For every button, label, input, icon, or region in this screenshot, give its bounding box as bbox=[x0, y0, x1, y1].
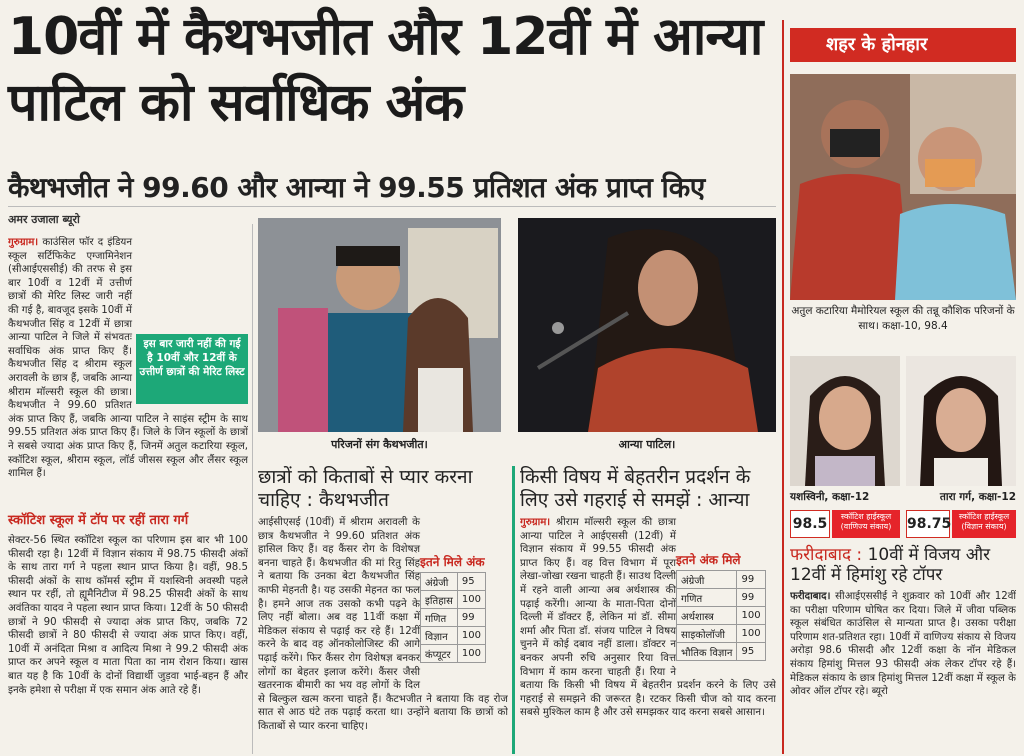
anya-text: श्रीराम मॉल्सरी स्कूल की छात्रा आन्या पाटिल ने आईएससी (12वीं) में विज्ञान संकाय में 99.55 फीसदी अंक प्राप्त किए हैं। वह वित्त विभाग में पूरा लेखा-जोखा रखना चाहती हैं। साउथ दिल्ली में रहने वाली आन्या अब अर्थशास्त्र की पढ़ाई करेंगी। आन्या के माता-पिता दोनों दिल्ली में डॉक्टर हैं, लेकिन मां डॉ. सीमा शर्मा और पिता डॉ. संजय पाटिल ने विषय चुनने में कोई दबाव नहीं डाला। डॉक्टर न बनकर अपनी रुचि अनुसार रिया वित्त विभाग में काम करना चाहती हैं। रिया ने बताया कि किसी भी विषय में बेहतरीन प्रदर्शन करने के लिए उसे गहराई से समझने की जरूरत है। रटकर किसी चीज को याद करना सबसे मुश्किल काम है और उसे समझकर याद करना सबसे आसान। bbox=[520, 517, 776, 719]
faridabad-head-text: 10वीं में विजय और 12वीं में हिमांशु रहे टॉपर bbox=[790, 545, 991, 585]
student2-name: तारा गर्ग, कक्षा-12 bbox=[939, 491, 1016, 503]
photo-family-illustration bbox=[790, 74, 1016, 300]
sidebar-rule bbox=[782, 20, 784, 754]
student1-score: 98.5 bbox=[790, 510, 830, 538]
headline: 10वीं में कैथभजीत और 12वीं में आन्या पाटिल को सर्वाधिक अंक bbox=[8, 7, 763, 133]
table-row: गणित 99 bbox=[677, 589, 766, 607]
highlight-box: इस बार जारी नहीं की गई है 10वीं और 12वीं के उत्तीर्ण छात्रों की मेरिट लिस्ट bbox=[136, 334, 248, 404]
faridabad-head bbox=[790, 545, 1016, 585]
table-row: अर्थशास्त्र 100 bbox=[677, 607, 766, 625]
table-row: विज्ञान 100 bbox=[421, 627, 486, 645]
anya-table-title: इतने अंक मिले bbox=[676, 553, 741, 567]
table-row: अंग्रेजी 95 bbox=[421, 573, 486, 591]
anya-marks-box bbox=[676, 551, 776, 661]
photo-speaker-illustration bbox=[518, 218, 776, 432]
table-row: गणित 99 bbox=[421, 609, 486, 627]
table-row: भौतिक विज्ञान 95 bbox=[677, 643, 766, 661]
faridabad-head-place: फरीदाबाद : bbox=[790, 545, 863, 565]
photo2-caption: आन्या पाटिल। bbox=[618, 438, 676, 451]
sidebar-banner: शहर के होनहार bbox=[790, 28, 1016, 62]
sidebar-photo bbox=[790, 74, 1016, 300]
table-row: अंग्रेजी 99 bbox=[677, 571, 766, 589]
intro-article bbox=[8, 236, 248, 482]
kaith-head: छात्रों को किताबों से प्यार करना चाहिए : कैथभजीत bbox=[258, 466, 473, 511]
divider bbox=[8, 206, 776, 207]
scottish-head: स्कॉटिश स्कूल में टॉप पर रहीं तारा गर्ग bbox=[8, 513, 189, 528]
kaith-marks-table bbox=[420, 572, 486, 663]
student1-name: यशस्विनी, कक्षा-12 bbox=[790, 491, 870, 503]
column-rule bbox=[252, 224, 253, 754]
portrait-illustration bbox=[906, 356, 1016, 486]
sidebar-photo-caption: अतुल कटारिया मैमोरियल स्कूल की तन्नू कौशिक परिजनों के साथ। कक्षा-10, 98.4 bbox=[791, 305, 1015, 332]
anya-place: गुरुग्राम। bbox=[520, 517, 551, 528]
student2-tag: स्कॉटिश हाईस्कूल (विज्ञान संकाय) bbox=[952, 510, 1016, 538]
kaith-table-title: इतने मिले अंक bbox=[420, 555, 485, 569]
subheadline: कैथभजीत ने 99.60 और आन्या ने 99.55 प्रतिशत अंक प्राप्त किए bbox=[8, 171, 705, 204]
photo-kaithbhajit-family bbox=[258, 218, 501, 432]
kaith-text: आईसीएसई (10वीं) में श्रीराम अरावली के छात्र कैथभजीत ने 99.60 प्रतिशत अंक हासिल किए हैं। वह कैंसर रोग के विशेषज्ञ बनना चाहते हैं। कैथभजीत की मां रितु सिंह ने बताया कि उनका बेटा कैथभजीत सिंह काफी मेहनती है। यह उसकी मेहनत का फल है। हमने आज तक उसको कभी पढ़ने के लिए नहीं बोला। अब वह 11वीं कक्षा में मेडिकल संकाय से पढ़ाई कर रहे हैं। 12वीं करने के बाद वह ऑनकोलोजिस्ट की आगे पढ़ाई करेंगे। फिर कैंसर रोग विशेषज्ञ बनकर लोगों का बेहतर इलाज करेंगे। कैंसर जैसी खतरनाक बीमारी का भय वह लोगों के दिल से बिल्कुल खत्म करना चाहते हैं। कैटभजीत ने बताया कि वह रोज सात से आठ घंटे तक पढ़ाई करता था। उन्होंने बताया कि छात्रों को किताबों से प्यार करना चाहिए। bbox=[258, 517, 508, 732]
faridabad-text: सीआईएससीई ने शुक्रवार को 10वीं और 12वीं का परीक्षा परिणाम घोषित कर दिया। जिले में जीवा पब्लिक स्कूल संबंधित काउंसिल से मान्यता प्राप्त है। उसका परीक्षा परिणाम शत-प्रतिशत रहा। 10वीं में वाणिज्य संकाय से विजय अरोड़ा 98.6 फीसदी और 12वीं कक्षा के नॉन मेडिकल संकाय हिमांशु मित्तल 93 फीसदी अंक लेकर टॉपर रहे हैं। मेडिकल संकाय के छात्र हिमांशु मित्तल 12वीं कक्षा में स्कूल के ओवर ऑल टॉपर रहे। ब्यूरो bbox=[790, 591, 1016, 698]
student1-photo bbox=[790, 356, 900, 486]
faridabad-place: फरीदाबाद। bbox=[790, 591, 831, 602]
green-rule bbox=[512, 466, 515, 754]
table-row: इतिहास 100 bbox=[421, 591, 486, 609]
scottish-text: सेक्टर-56 स्थित स्कॉटिश स्कूल का परिणाम इस बार भी 100 फीसदी रहा है। 12वीं में विज्ञान संकाय में 98.75 फीसदी अंकों के साथ तारा गर्ग ने पहला स्थान प्राप्त किया है। वहीं, 98.5 फीसदी अंकों के साथ कॉमर्स स्ट्रीम में यशस्विनी अवस्थी पहले स्थान पर रहीं, तो ह्यूमैनिटीज में 98.25 फीसदी अंकों के साथ अवंतिका यादव ने पहला स्थान प्राप्त किया। 12वीं के 50 फीसदी छात्रों ने 90 फीसदी से ज्यादा अंक प्राप्त किए, जबकि 72 फीसदी छात्रों ने 80 फीसदी से ज्यादा अंक प्राप्त किए। वहीं, 10वीं में अनंदिता मिश्रा व आदित्य मिश्रा ने 99.2 फीसदी अंक प्राप्त कर अपने स्कूल व माता पिता का नाम रोशन किया। खास बात यह है कि 10वीं के दोनों विद्यार्थी जुड़वा भाई-बहन हैं और इनके हमेशा से परीक्षा में एक समान अंक आते रहे हैं। bbox=[8, 535, 248, 696]
kaith-marks-box bbox=[420, 553, 504, 663]
table-row: साइकोलॉजी 100 bbox=[677, 625, 766, 643]
student2-score: 98.75 bbox=[906, 510, 950, 538]
photo-anya-patil bbox=[518, 218, 776, 432]
faridabad-article bbox=[790, 590, 1016, 754]
intro-place: गुरुग्राम। bbox=[8, 237, 39, 248]
photo1-caption: परिजनों संग कैथभजीत। bbox=[331, 438, 428, 451]
anya-marks-table bbox=[676, 570, 766, 661]
portrait-illustration bbox=[790, 356, 900, 486]
student1-tag: स्कॉटिश हाईस्कूल (वाणिज्य संकाय) bbox=[832, 510, 900, 538]
photo-people-illustration bbox=[258, 218, 501, 432]
intro-text: काउंसिल फॉर द इंडियन स्कूल सर्टिफिकेट एग्जामिनेशन (सीआईएससीई) की तरफ से इस बार 10वीं व 12वीं में उत्तीर्ण छात्रों की मेरिट लिस्ट जारी नहीं की गई है, बावजूद इसके 10वीं में कैथभजीत सिंह व 12वीं में छात्रा आन्या पाटिल ने जिले में संभवतः सर्वाधिक अंक प्राप्त किए हैं। कैथभजीत सिंह द श्रीराम स्कूल अरावली के छात्र हैं, जबकि आन्या श्रीराम मॉल्सरी स्कूल की छात्रा। कैथभजीत ने 99.60 प्रतिशत अंक प्राप्त किए हैं, जबकि आन्या पाटिल ने साइंस स्ट्रीम के साथ 99.55 प्रतिशत अंक प्राप्त किए हैं। जिले के जिन स्कूलों के छात्रों ने सबसे ज्यादा अंक प्राप्त किए हैं, जिनमें अतुल कटारिया स्कूल, स्कॉटिश स्कूल, श्रीराम स्कूल, लॉर्ड जीसस स्कूल और लैंसर स्कूल शामिल हैं। bbox=[8, 237, 248, 480]
byline: अमर उजाला ब्यूरो bbox=[8, 213, 80, 226]
table-row: कंप्यूटर 100 bbox=[421, 645, 486, 663]
anya-head: किसी विषय में बेहतरीन प्रदर्शन के लिए उसे गहराई से समझें : आन्या bbox=[520, 466, 751, 511]
student2-photo bbox=[906, 356, 1016, 486]
